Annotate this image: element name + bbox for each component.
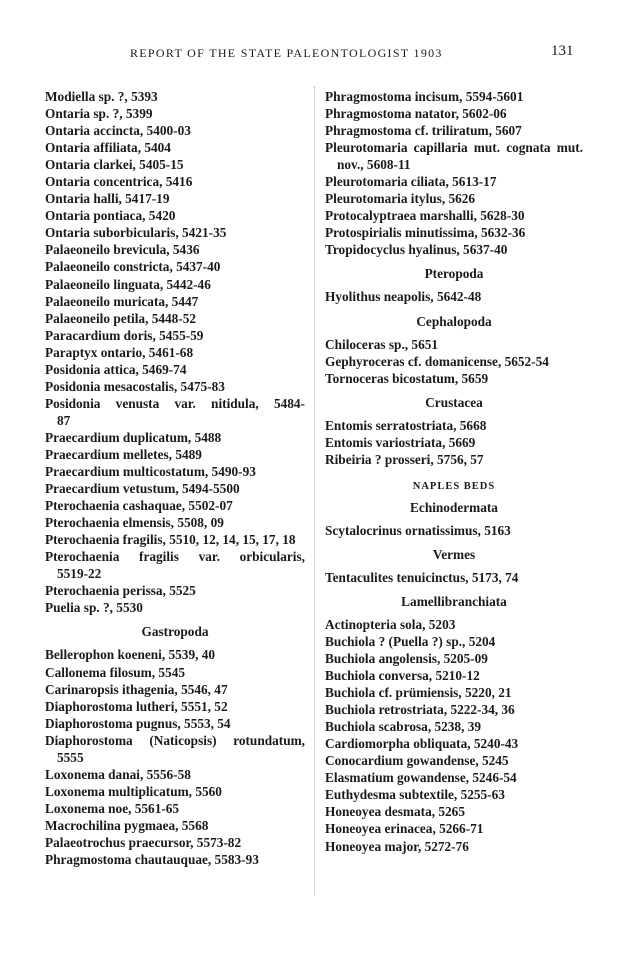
species-entry: Ontaria affiliata, 5404: [45, 140, 171, 156]
species-entry: Ontaria clarkei, 5405-15: [45, 157, 184, 173]
species-entry: Honeoyea major, 5272-76: [325, 838, 469, 854]
species-entry: Loxonema multiplicatum, 5560: [45, 783, 222, 799]
species-entry: Tropidocyclus hyalinus, 5637-40: [325, 242, 508, 258]
species-entry: Loxonema danai, 5556-58: [45, 766, 191, 782]
species-entry: Phragmostoma chautauquae, 5583-93: [45, 852, 259, 868]
species-entry: Praecardium multicostatum, 5490-93: [45, 464, 256, 480]
species-entry: Buchiola ? (Puella ?) sp., 5204: [325, 633, 496, 649]
section-heading: Crustacea: [425, 394, 483, 410]
species-entry: Ribeiria ? prosseri, 5756, 57: [325, 451, 484, 467]
section-heading: Lamellibranchiata: [401, 593, 507, 609]
section-heading: Vermes: [432, 546, 476, 562]
species-entry: Paracardium doris, 5455-59: [45, 327, 204, 343]
species-entry: Gephyroceras cf. domanicense, 5652-54: [325, 353, 549, 369]
species-entry: Ontaria sp. ?, 5399: [45, 106, 153, 122]
species-entry: Posidonia venusta var. nitidula, 5484-87: [45, 395, 305, 428]
species-entry: Buchiola scabrosa, 5238, 39: [325, 719, 482, 735]
species-entry: Honeoyea erinacea, 5266-71: [325, 821, 484, 837]
species-entry: Diaphorostoma pugnus, 5553, 54: [45, 715, 231, 731]
page-header: [0, 43, 626, 68]
species-entry: Ontaria suborbicularis, 5421-35: [45, 225, 227, 241]
species-entry: Posidonia mesacostalis, 5475-83: [45, 378, 225, 394]
species-entry: Ontaria accincta, 5400-03: [45, 123, 191, 139]
species-entry: Cardiomorpha obliquata, 5240-43: [325, 736, 519, 752]
species-entry: Euthydesma subtextile, 5255-63: [325, 787, 505, 803]
species-entry: Pterochaenia fragilis var. orbicularis, 5519-22: [45, 549, 305, 582]
species-entry: Praecardium duplicatum, 5488: [45, 429, 222, 445]
species-entry: Phragmostoma incisum, 5594-5601: [325, 89, 524, 104]
species-entry: Pterochaenia cashaquae, 5502-07: [45, 498, 233, 514]
species-entry: Palaeoneilo muricata, 5447: [45, 293, 199, 309]
section-heading: Gastropoda: [141, 624, 209, 640]
section-heading: Cephalopoda: [416, 313, 492, 329]
species-entry: Posidonia attica, 5469-74: [45, 361, 187, 377]
species-entry: Protocalyptraea marshalli, 5628-30: [325, 208, 525, 224]
species-entry: Palaeotrochus praecursor, 5573-82: [45, 834, 242, 850]
species-entry: Tornoceras bicostatum, 5659: [325, 370, 489, 386]
species-entry: Buchiola retrostriata, 5222-34, 36: [325, 702, 515, 718]
species-entry: Bellerophon koeneni, 5539, 40: [45, 647, 216, 663]
species-entry: Actinopteria sola, 5203: [325, 616, 456, 632]
species-entry: Hyolithus neapolis, 5642-48: [325, 289, 482, 305]
species-entry: Ontaria pontiaca, 5420: [45, 208, 176, 224]
species-entry: Praecardium melletes, 5489: [45, 446, 202, 462]
species-entry: Tentaculites tenuicinctus, 5173, 74: [325, 569, 519, 585]
species-entry: Buchiola angolensis, 5205-09: [325, 650, 488, 666]
species-entry: Buchiola cf. prümiensis, 5220, 21: [325, 685, 512, 701]
species-entry: Callonema filosum, 5545: [45, 664, 185, 680]
species-entry: Praecardium vetustum, 5494-5500: [45, 481, 240, 497]
section-heading: NAPLES BEDS: [412, 480, 496, 492]
species-entry: Palaeoneilo constricta, 5437-40: [45, 259, 221, 275]
species-entry: Ontaria halli, 5417-19: [45, 191, 170, 207]
section-heading: Echinodermata: [410, 499, 498, 515]
species-entry: Pleurotomaria capillaria mut. cognata mut. nov., 5608-11: [325, 140, 583, 173]
species-entry: Honeoyea desmata, 5265: [325, 804, 465, 820]
species-entry: Macrochilina pygmaea, 5568: [45, 817, 209, 833]
right-column: [325, 88, 583, 855]
species-entry: Palaeoneilo brevicula, 5436: [45, 242, 200, 258]
species-entry: Protospirialis minutissima, 5632-36: [325, 225, 526, 241]
species-entry: Pleurotomaria itylus, 5626: [325, 191, 476, 207]
species-entry: Carinaropsis ithagenia, 5546, 47: [45, 681, 228, 697]
species-entry: Palaeoneilo petila, 5448-52: [45, 310, 197, 326]
species-entry: Ontaria concentrica, 5416: [45, 174, 193, 190]
species-entry: Diaphorostoma (Naticopsis) rotundatum, 5555: [45, 732, 305, 765]
running-title: REPORT OF THE STATE PALEONTOLOGIST 1903: [130, 46, 443, 60]
species-entry: Chiloceras sp., 5651: [325, 336, 439, 352]
section-heading: Pteropoda: [424, 266, 484, 282]
species-entry: Loxonema noe, 5561-65: [45, 800, 180, 816]
species-entry: Diaphorostoma lutheri, 5551, 52: [45, 698, 228, 714]
species-entry: Paraptyx ontario, 5461-68: [45, 344, 194, 360]
species-entry: Phragmostoma cf. triliratum, 5607: [325, 123, 522, 139]
species-entry: Phragmostoma natator, 5602-06: [325, 106, 507, 122]
species-entry: Pterochaenia perissa, 5525: [45, 583, 196, 599]
species-entry: Conocardium gowandense, 5245: [325, 753, 509, 769]
species-entry: Puelia sp. ?, 5530: [45, 600, 143, 616]
page-number: 131: [551, 43, 574, 59]
left-column: [45, 88, 305, 868]
species-entry: Pterochaenia elmensis, 5508, 09: [45, 515, 224, 531]
species-entry: Pleurotomaria ciliata, 5613-17: [325, 174, 497, 190]
species-entry: Entomis serratostriata, 5668: [325, 417, 487, 433]
species-entry: Modiella sp. ?, 5393: [45, 89, 158, 104]
species-entry: Scytalocrinus ornatissimus, 5163: [325, 522, 511, 538]
column-divider: [314, 86, 315, 896]
species-entry: Pterochaenia fragilis, 5510, 12, 14, 15, 17, 18: [45, 532, 296, 548]
species-entry: Elasmatium gowandense, 5246-54: [325, 770, 517, 786]
species-entry: Palaeoneilo linguata, 5442-46: [45, 276, 211, 292]
species-entry: Buchiola conversa, 5210-12: [325, 668, 480, 684]
species-entry: Entomis variostriata, 5669: [325, 434, 476, 450]
